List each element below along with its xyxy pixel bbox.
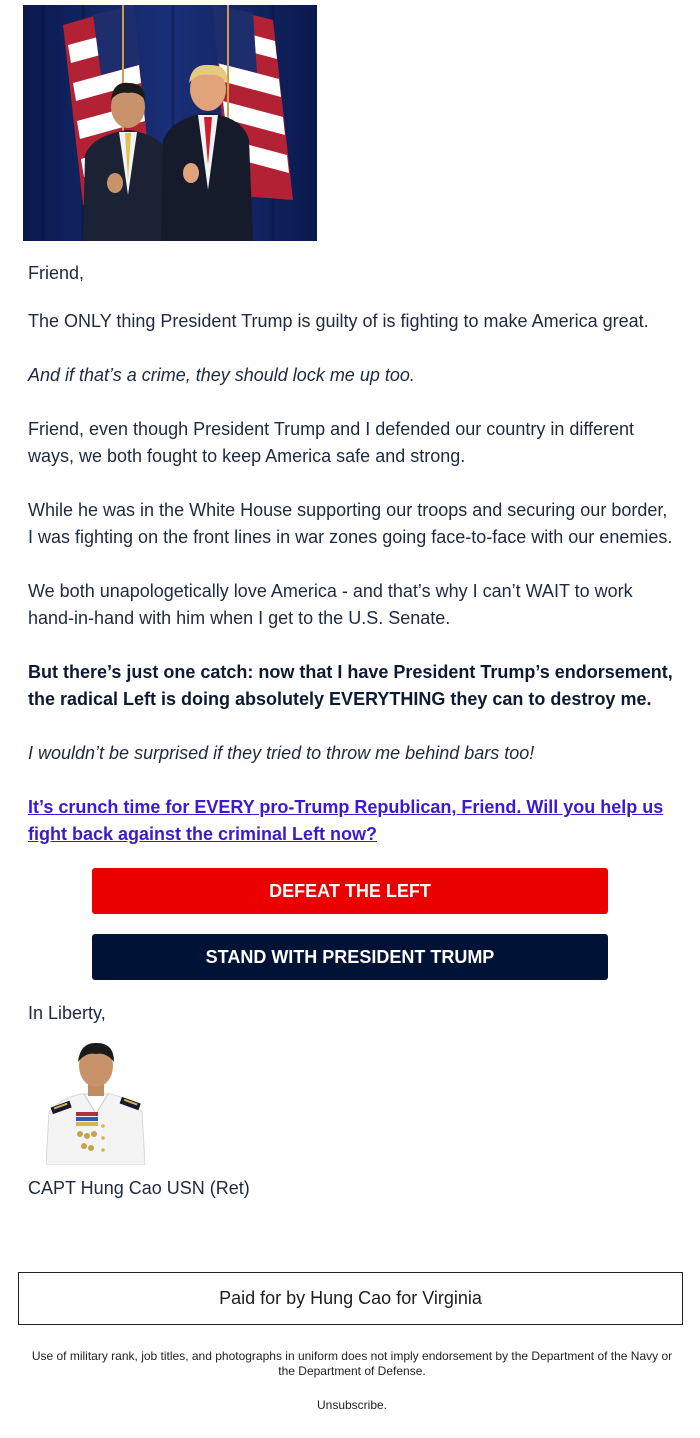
defeat-the-left-button[interactable]: DEFEAT THE LEFT xyxy=(92,868,608,914)
paid-for-disclaimer: Paid for by Hung Cao for Virginia xyxy=(18,1272,683,1325)
paragraph-3: Friend, even though President Trump and I defended our country in different ways, we both fought to keep America safe and strong. xyxy=(28,419,635,466)
paragraph-2: And if that’s a crime, they should lock me up too. xyxy=(28,365,415,385)
paragraph-5: We both unapologetically love America - and that’s why I can’t WAIT to work hand-in-hand with him when I get to the U.S. Senate. xyxy=(28,581,633,628)
cta-link[interactable]: It’s crunch time for EVERY pro-Trump Republican, Friend. Will you help us fight back against the criminal Left now? xyxy=(28,797,664,844)
paragraph-4: While he was in the White House supporting our troops and securing our border, I was fighting on the front lines in war zones going face-to-face with our enemies. xyxy=(28,500,673,547)
military-disclaimer: Use of military rank, job titles, and photographs in uniform does not imply endorsement by the Department of the Navy or the Department of Defense. xyxy=(31,1349,673,1378)
paragraph-7: I wouldn’t be surprised if they tried to throw me behind bars too! xyxy=(28,743,535,763)
signature-photo xyxy=(46,1034,145,1165)
unsubscribe-link[interactable]: Unsubscribe. xyxy=(316,1398,388,1412)
greeting: Friend, xyxy=(28,263,85,283)
paragraph-6: But there’s just one catch: now that I have President Trump’s endorsement, the radical Left is doing absolutely EVERYTHING they can to destroy me. xyxy=(28,662,673,709)
paragraph-1: The ONLY thing President Trump is guilty of is fighting to make America great. xyxy=(28,311,649,331)
signoff: In Liberty, xyxy=(28,1003,106,1023)
signer-name: CAPT Hung Cao USN (Ret) xyxy=(28,1178,250,1198)
hero-photo xyxy=(23,5,317,241)
email-body xyxy=(28,260,676,875)
stand-with-trump-button[interactable]: STAND WITH PRESIDENT TRUMP xyxy=(92,934,608,980)
